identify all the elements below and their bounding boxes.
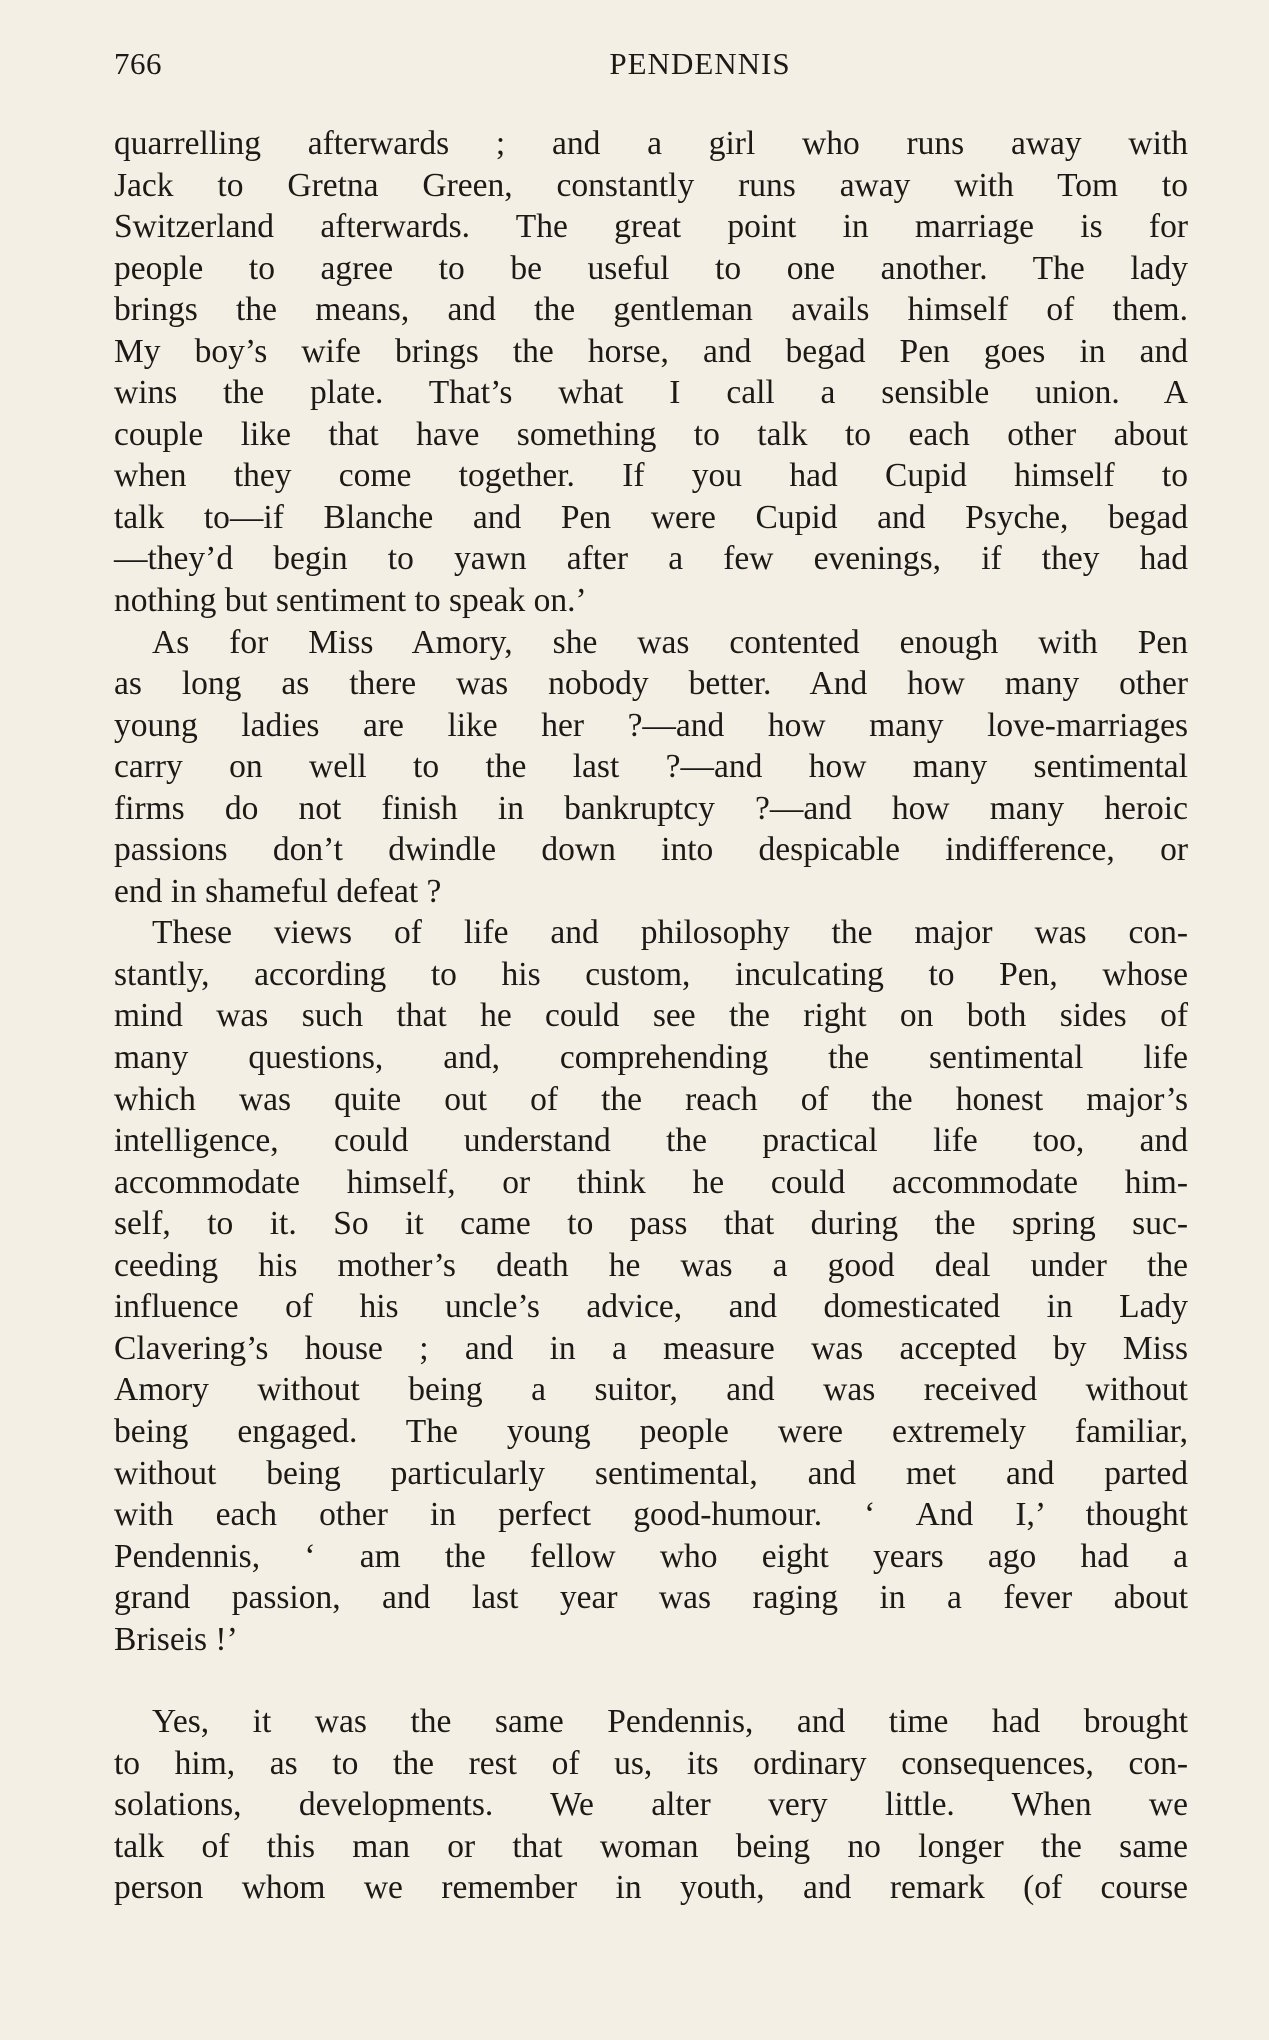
- text-line: influence of his uncle’s advice, and domesticated in Lady: [114, 1288, 1188, 1326]
- text-line: to him, as to the rest of us, its ordinary consequences, con-: [114, 1744, 1188, 1782]
- text-line: Pendennis, ‘ am the fellow who eight years ago had a: [114, 1537, 1188, 1575]
- page-number: 766: [114, 46, 162, 81]
- text-line: end in shameful defeat ?: [114, 872, 442, 910]
- book-title: PENDENNIS: [609, 46, 791, 81]
- body-text: [114, 123, 1188, 1909]
- text-line: intelligence, could understand the practical life too, and: [114, 1122, 1188, 1160]
- text-line: ceeding his mother’s death he was a good deal under the: [114, 1246, 1188, 1284]
- text-line: Yes, it was the same Pendennis, and time had brought: [152, 1703, 1188, 1741]
- text-line: with each other in perfect good-humour. ‘ And I,’ thought: [114, 1496, 1188, 1534]
- text-line: As for Miss Amory, she was contented enough with Pen: [152, 623, 1188, 661]
- text-line: brings the means, and the gentleman avails himself of them.: [114, 291, 1188, 329]
- text-line: Clavering’s house ; and in a measure was accepted by Miss: [114, 1329, 1188, 1367]
- text-line: mind was such that he could see the right on both sides of: [114, 997, 1188, 1035]
- text-line: wins the plate. That’s what I call a sensible union. A: [114, 374, 1188, 412]
- text-line: My boy’s wife brings the horse, and begad Pen goes in and: [114, 332, 1188, 370]
- text-line: young ladies are like her ?—and how many love-marriages: [114, 706, 1188, 744]
- text-line: without being particularly sentimental, and met and parted: [114, 1454, 1188, 1492]
- text-line: when they come together. If you had Cupid himself to: [114, 457, 1188, 495]
- text-line: self, to it. So it came to pass that during the spring suc-: [114, 1205, 1188, 1243]
- text-line: firms do not finish in bankruptcy ?—and how many heroic: [114, 789, 1188, 827]
- text-line: talk of this man or that woman being no longer the same: [114, 1827, 1188, 1865]
- text-line: accommodate himself, or think he could accommodate him-: [114, 1163, 1188, 1201]
- text-line: grand passion, and last year was raging in a fever about: [114, 1579, 1188, 1617]
- text-line: Switzerland afterwards. The great point in marriage is for: [114, 208, 1188, 246]
- text-line: people to agree to be useful to one another. The lady: [114, 249, 1188, 287]
- text-line: being engaged. The young people were extremely familiar,: [114, 1412, 1188, 1450]
- running-head: [114, 42, 1190, 86]
- text-line: talk to—if Blanche and Pen were Cupid and Psyche, begad: [114, 498, 1188, 536]
- text-line: passions don’t dwindle down into despicable indifference, or: [114, 831, 1188, 869]
- text-line: carry on well to the last ?—and how many sentimental: [114, 748, 1188, 786]
- text-line: quarrelling afterwards ; and a girl who runs away with: [114, 125, 1188, 162]
- text-line: solations, developments. We alter very little. When we: [114, 1786, 1188, 1824]
- text-line: couple like that have something to talk to each other about: [114, 415, 1188, 453]
- section-break: [114, 1660, 1188, 1701]
- text-line: —they’d begin to yawn after a few evenings, if they had: [114, 540, 1188, 578]
- text-line: Amory without being a suitor, and was received without: [114, 1371, 1188, 1409]
- text-line: many questions, and, comprehending the sentimental life: [114, 1039, 1188, 1077]
- text-line: Jack to Gretna Green, constantly runs away with Tom to: [114, 166, 1188, 204]
- text-line: nothing but sentiment to speak on.’: [114, 582, 587, 620]
- text-line: Briseis !’: [114, 1620, 238, 1658]
- text-line: as long as there was nobody better. And how many other: [114, 665, 1188, 703]
- text-line: These views of life and philosophy the major was con-: [152, 914, 1188, 952]
- text-line: stantly, according to his custom, inculcating to Pen, whose: [114, 955, 1188, 993]
- text-line: person whom we remember in youth, and remark (of course: [114, 1869, 1188, 1907]
- text-line: which was quite out of the reach of the honest major’s: [114, 1080, 1188, 1118]
